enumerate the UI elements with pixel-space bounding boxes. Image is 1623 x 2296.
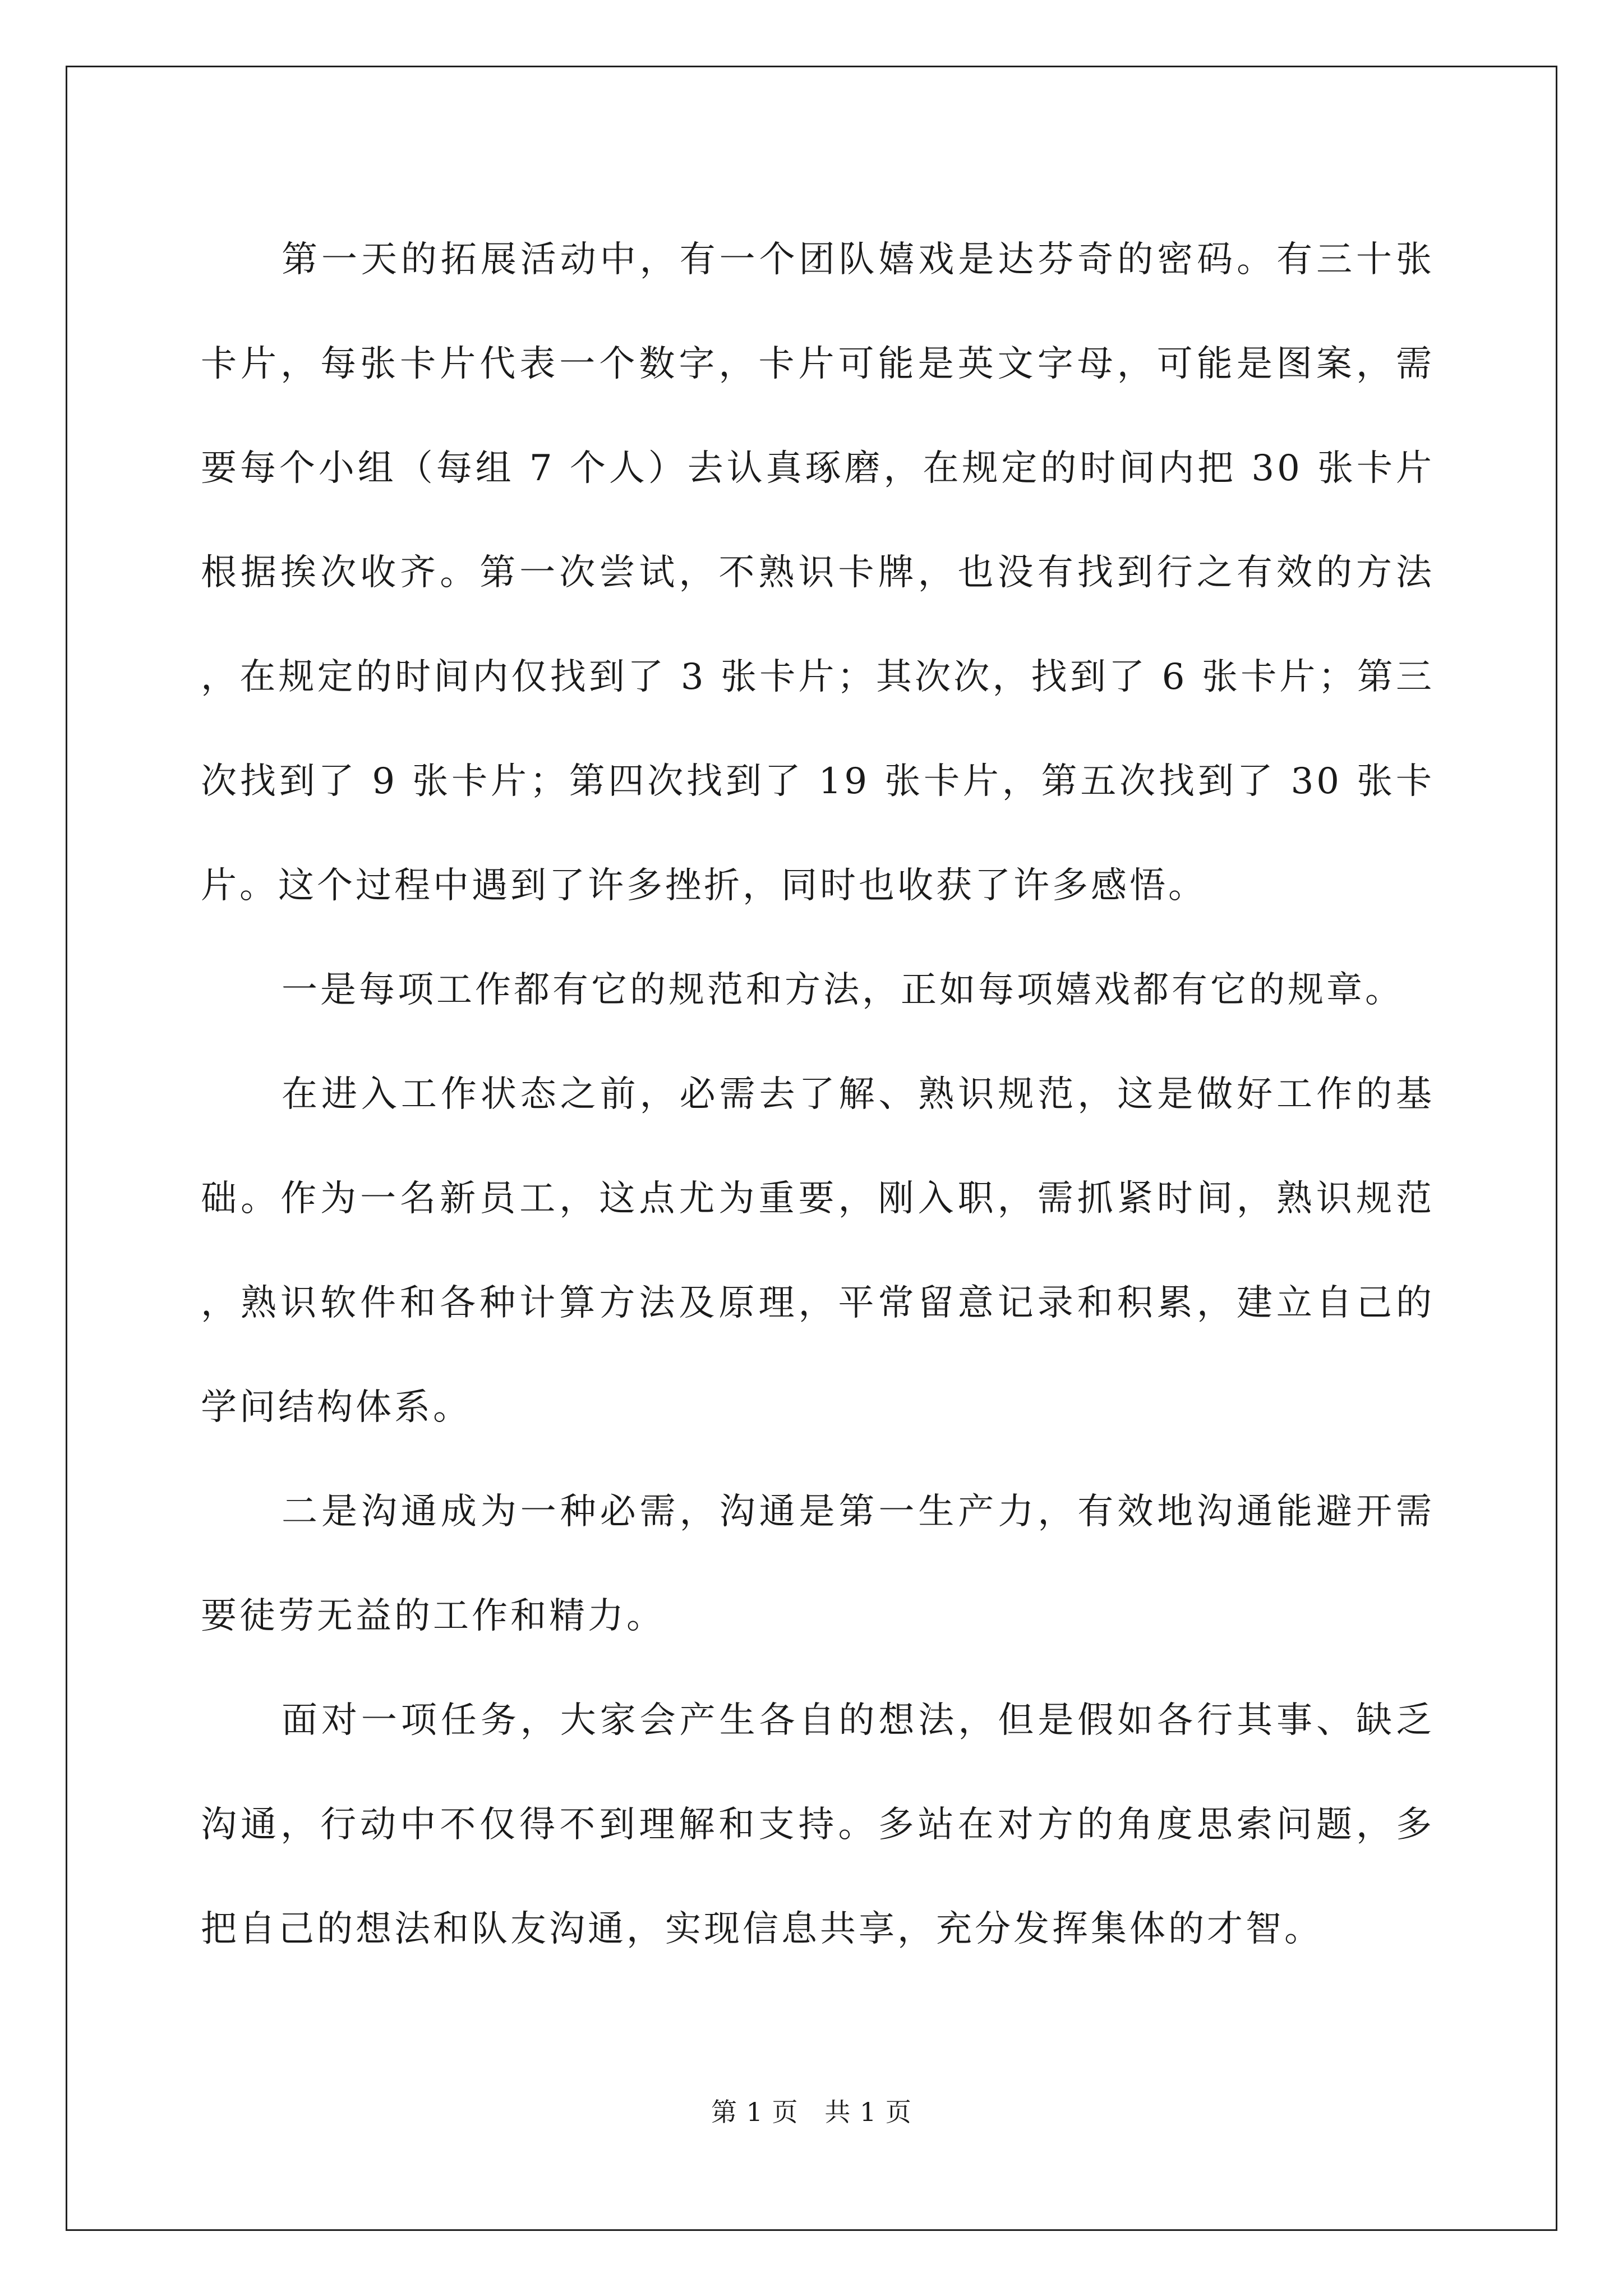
- paragraph-5: 面对一项任务，大家会产生各自的想法，但是假如各行其事、缺乏沟通，行动中不仅得不到理解和支持。多站在对方的角度思索问题，多把自己的想法和队友沟通，实现信息共享，充分发挥集体的才智。: [201, 1700, 1435, 1950]
- paragraph-3: 在进入工作状态之前，必需去了解、熟识规范，这是做好工作的基础。作为一名新员工，这点尤为重要，刚入职，需抓紧时间，熟识规范，熟识软件和各种计算方法及原理，平常留意记录和积累，建立自己的学问结构体系。: [201, 1074, 1435, 1428]
- paragraph-1: 第一天的拓展活动中，有一个团队嬉戏是达芬奇的密码。有三十张卡片，每张卡片代表一个数字，卡片可能是英文字母，可能是图案，需要每个小组（每组 7 个人）去认真琢磨，在规定的时间内把 30 张卡片根据挨次收齐。第一次尝试，不熟识卡牌，也没有找到行之有效的方法，在规定的时间内仅找到了 3 张卡片；其次次，找到了 6 张卡片；第三次找到了 9 张卡片；第四次找到了 19 张卡片，第五次找到了 30 张卡片。这个过程中遇到了许多挫折，同时也收获了许多感悟。: [201, 239, 1435, 907]
- paragraph-4: 二是沟通成为一种必需，沟通是第一生产力，有效地沟通能避开需要徒劳无益的工作和精力。: [201, 1491, 1435, 1637]
- paragraph-2: 一是每项工作都有它的规范和方法，正如每项嬉戏都有它的规章。: [282, 969, 1404, 1011]
- page-number-footer: 第 1 页 共 1 页: [711, 2097, 912, 2127]
- document-body: [201, 208, 1435, 1981]
